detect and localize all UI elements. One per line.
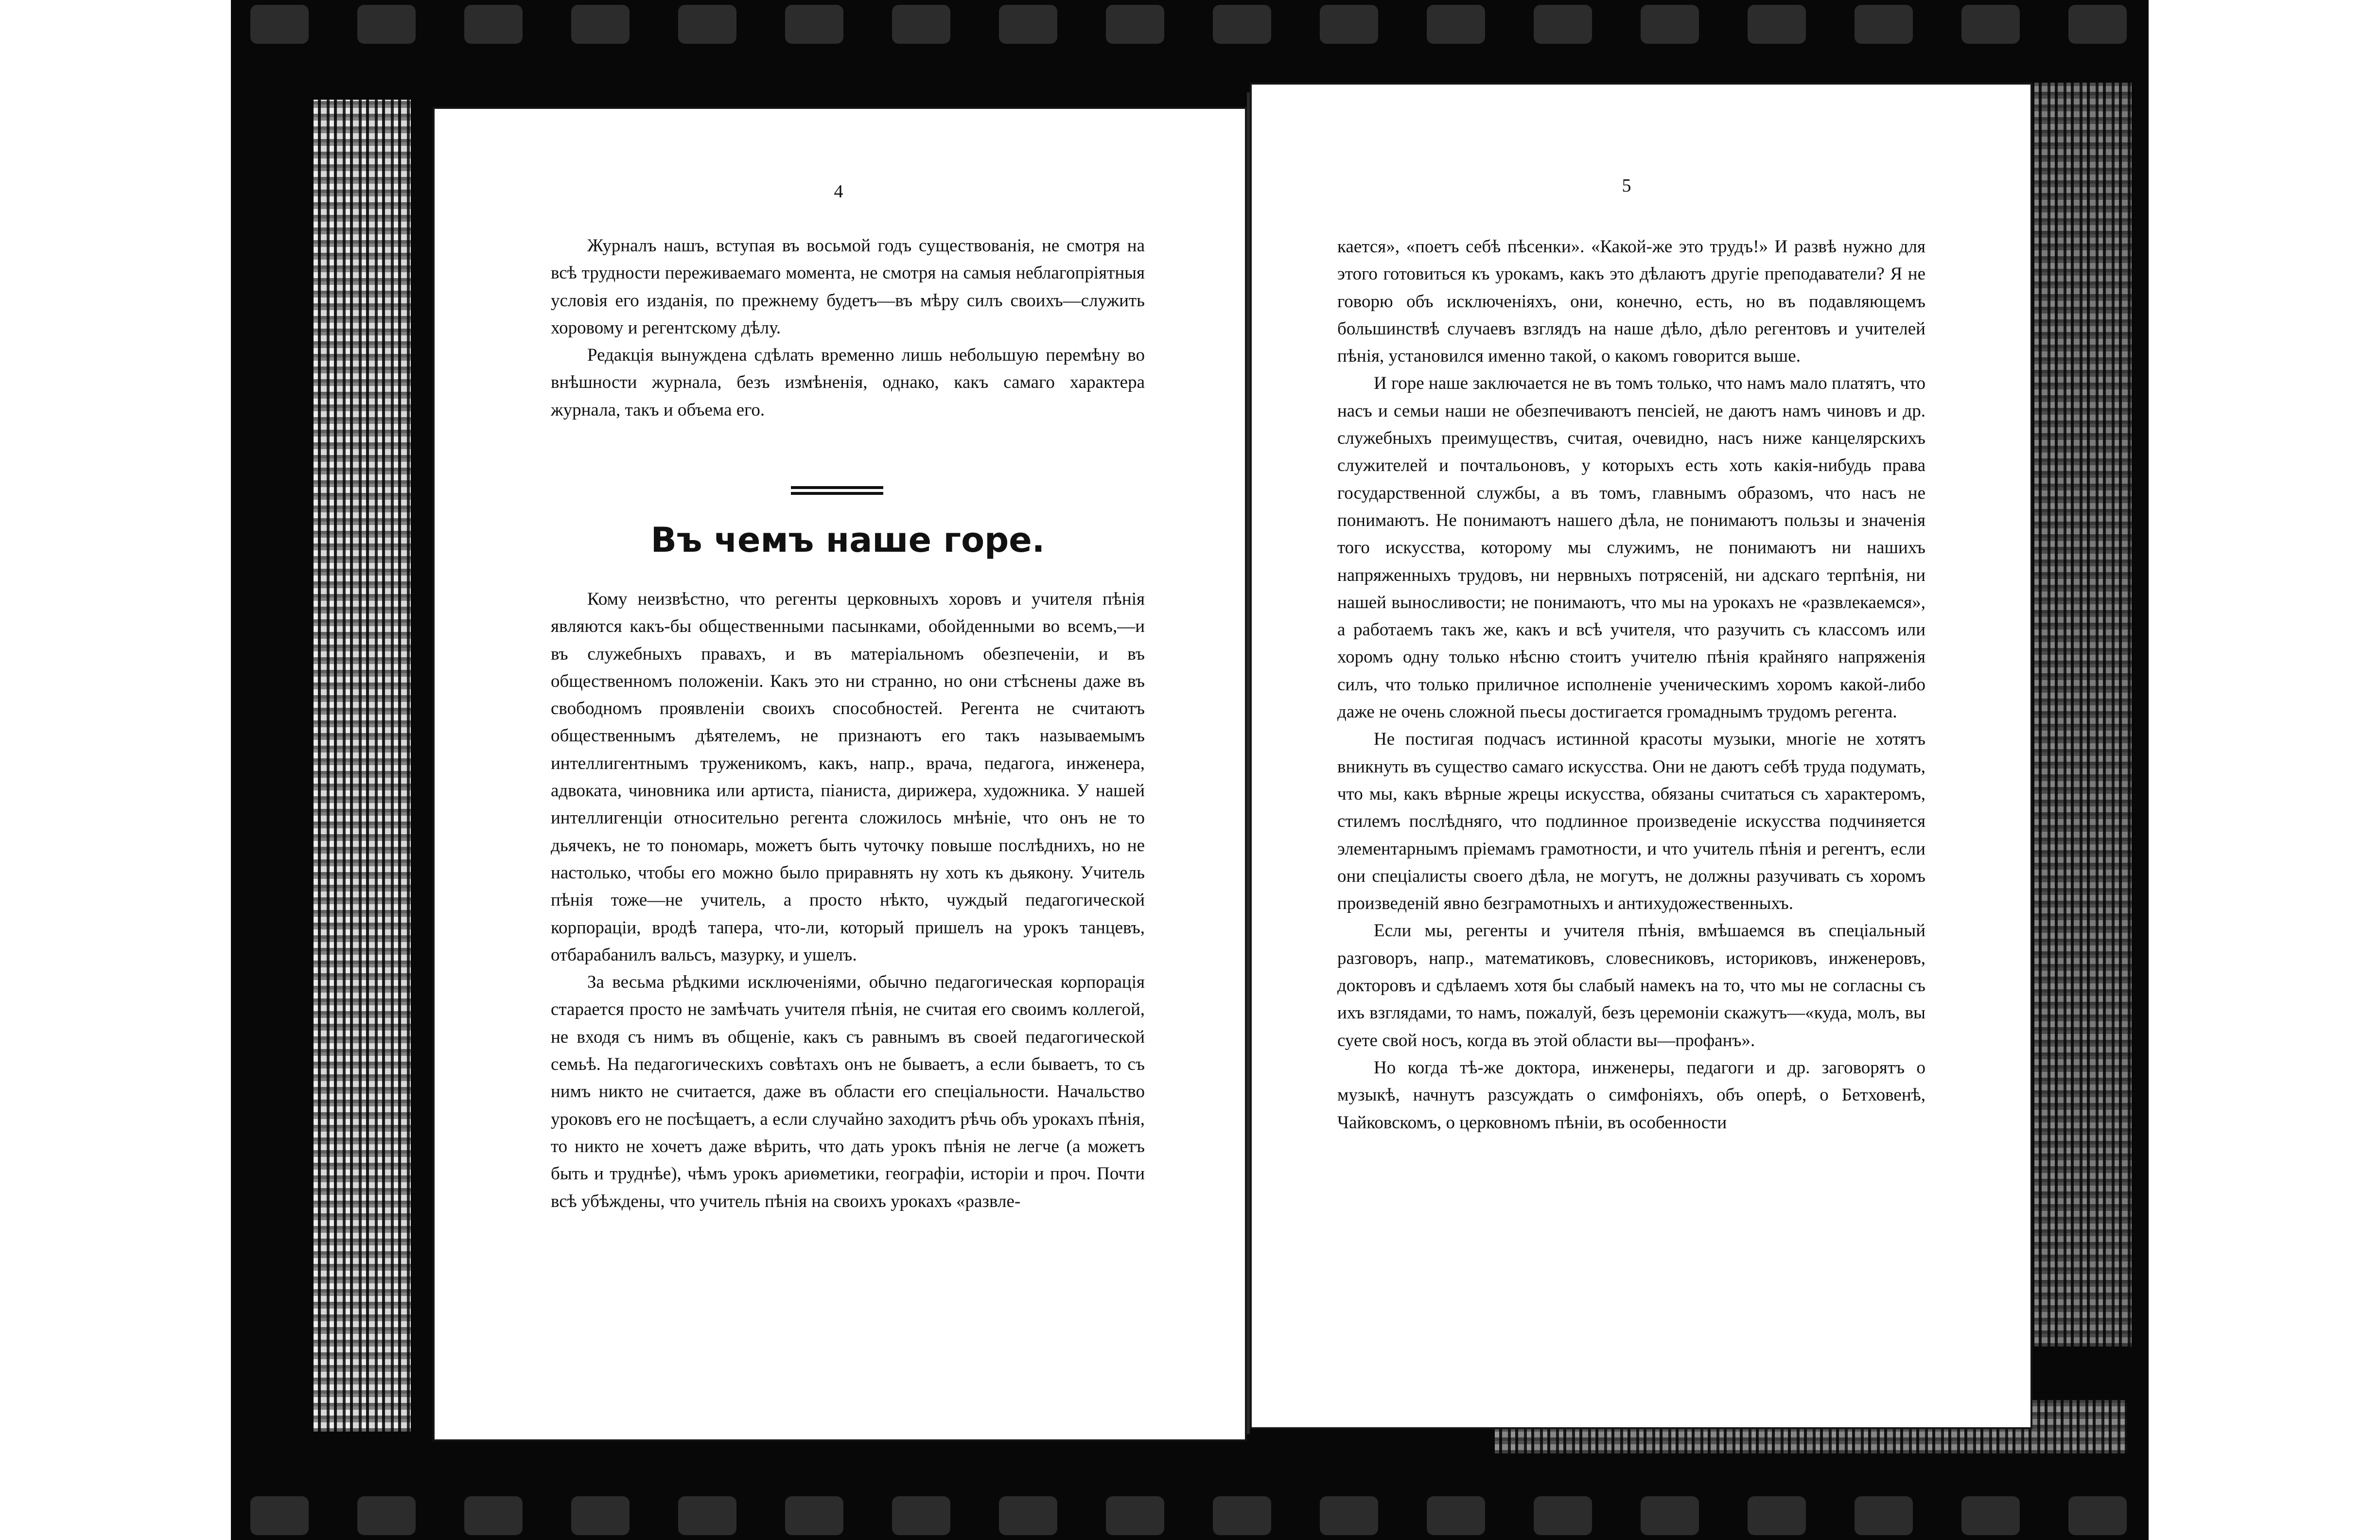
double-rule-divider <box>791 486 883 495</box>
paragraph: кается», «поетъ себѣ пѣсенки». «Какой-же это трудъ!» И развѣ нужно для этого готовиться къ урокамъ, какъ это дѣлаютъ другіе преподаватели? Я не говорю объ исключеніяхъ, они, конечно, есть, но въ подавляющемъ большинствѣ случаевъ взглядъ на наше дѣло, дѣло регентовъ и учителей пѣнія, установился именно такой, о какомъ говорится выше. <box>1337 237 1925 367</box>
editorial-note <box>551 232 1145 424</box>
article-body <box>551 586 1145 1215</box>
article-title: Въ чемъ наше горе. <box>650 520 1045 560</box>
left-page-edge-noise <box>314 100 411 1432</box>
paragraph: Если мы, регенты и учителя пѣнія, вмѣшаемся въ спеціальный разговоръ, напр., математиковъ, словесниковъ, историковъ, инженеровъ, докторовъ и сдѣлаемъ хотя бы слабый намекъ на то, что мы не согласны съ ихъ взглядами, то намъ, пожалуй, безъ церемоніи скажутъ—«куда, молъ, вы суете свой носъ, когда въ этой области вы—профанъ». <box>1337 921 1925 1050</box>
left-page <box>433 107 1247 1441</box>
paragraph: И горе наше заключается не въ томъ только, что намъ мало платятъ, что насъ и семьи наши не обезпечиваютъ пенсіей, не даютъ намъ чиновъ и др. служебныхъ преимуществъ, считая, очевидно, насъ ниже канцелярскихъ служителей и почтальоновъ, у которыхъ есть хоть какія-нибудь права государственной службы, а въ томъ, главнымъ образомъ, что насъ не понимаютъ. Не понимаютъ нашего дѣла, не понимаютъ пользы и значенія того искусства, которому мы служимъ, не понимаютъ ни нашихъ напряженныхъ трудовъ, ни нервныхъ потрясеній, ни адскаго терпѣнія, ни нашей выносливости; не понимаютъ, что мы на урокахъ не «развлекаемся», а работаемъ такъ же, какъ и всѣ учителя, что разучить съ классомъ или хоромъ одну только нѣсню стоитъ учителю пѣнія крайняго напряженія силъ, что только приличное исполненіе ученическимъ хоромъ какой-либо даже не очень сложной пьесы достигается громаднымъ трудомъ регента. <box>1337 373 1925 722</box>
paragraph: Но когда тѣ-же доктора, инженеры, педагоги и др. заговорятъ о музыкѣ, начнутъ разсуждать о симфоніяхъ, объ оперѣ, о Бетховенѣ, Чайковскомъ, о церковномъ пѣніи, въ особенности <box>1337 1057 1925 1133</box>
paragraph: Не постигая подчасъ истинной красоты музыки, многіе не хотятъ вникнуть въ существо самаго искусства. Они не даютъ себѣ труда подумать, что мы, какъ вѣрные жрецы искусства, обязаны считаться съ характеромъ, стилемъ послѣдняго, что подлинное произведеніе искусства подчиняется элементарнымъ пріемамъ грамотности, и что учитель пѣнія и регентъ, если они спеціалисты своего дѣла, не могутъ, не должны разучивать съ хоромъ произведеній явно безграмотныхъ и антихудожественныхъ. <box>1337 729 1925 914</box>
paragraph: За весьма рѣдкими исключеніями, обычно педагогическая корпорація старается просто не замѣчать учителя пѣнія, не считая его своимъ коллегой, не входя съ нимъ въ общеніе, какъ съ равнымъ въ своей педагогической семьѣ. На педагогическихъ совѣтахъ онъ не бываетъ, а если бываетъ, то съ нимъ никто не считается, даже въ области его спеціальности. Начальство уроковъ его не посѣщаетъ, а если случайно заходитъ рѣчь объ урокахъ пѣнія, то никто не хочетъ даже вѣрить, что дать урокъ пѣнія не легче (а можетъ быть и труднѣе), чѣмъ урокъ ариѳметики, географіи, исторіи и проч. Почти всѣ убѣждены, что учитель пѣнія на своихъ урокахъ «развле- <box>551 972 1145 1211</box>
paragraph: Кому неизвѣстно, что регенты церковныхъ хоровъ и учителя пѣнія являются какъ-бы общественными пасынками, обойденными во всемъ,—и въ служебныхъ правахъ, и въ матеріальномъ обезпеченіи, и въ общественномъ положеніи. Какъ это ни странно, но они стѣснены даже въ свободномъ проявленіи своихъ способностей. Регента не считаютъ общественнымъ дѣятелемъ, не признаютъ его такъ называемымъ интеллигентнымъ труженикомъ, какъ, напр., врача, педагога, инженера, адвоката, чиновника или артиста, піаниста, дирижера, художника. У нашей интеллигенціи относительно регента сложилось мнѣніе, что онъ не то дьячекъ, не то пономарь, можетъ быть чуточку повыше послѣднихъ, но не настолько, чтобы его можно было приравнять ну хоть къ дьякону. Учитель пѣнія тоже—не учитель, а просто нѣкто, чуждый педагогической корпораціи, вродѣ тапера, что-ли, который пришелъ на урокъ танцевъ, отбарабанилъ вальсъ, мазурку, и ушелъ. <box>551 589 1145 965</box>
page-number: 5 <box>1622 175 1631 196</box>
right-page-edge-noise <box>2034 83 2132 1347</box>
page-number: 4 <box>834 181 843 202</box>
paragraph: Журналъ нашъ, вступая въ восьмой годъ существованія, не смотря на всѣ трудности переживаемаго момента, не смотря на самыя неблагопріятныя условія его изданія, по прежнему будетъ—въ мѣру силъ своихъ—служить хоровому и регентскому дѣлу. <box>551 236 1145 338</box>
right-page <box>1250 83 2032 1429</box>
article-body-continued <box>1337 233 1925 1137</box>
paragraph: Редакція вынуждена сдѣлать временно лишь небольшую перемѣну во внѣшности журнала, безъ измѣненія, однако, какъ самаго характера журнала, такъ и объема его. <box>551 345 1145 420</box>
